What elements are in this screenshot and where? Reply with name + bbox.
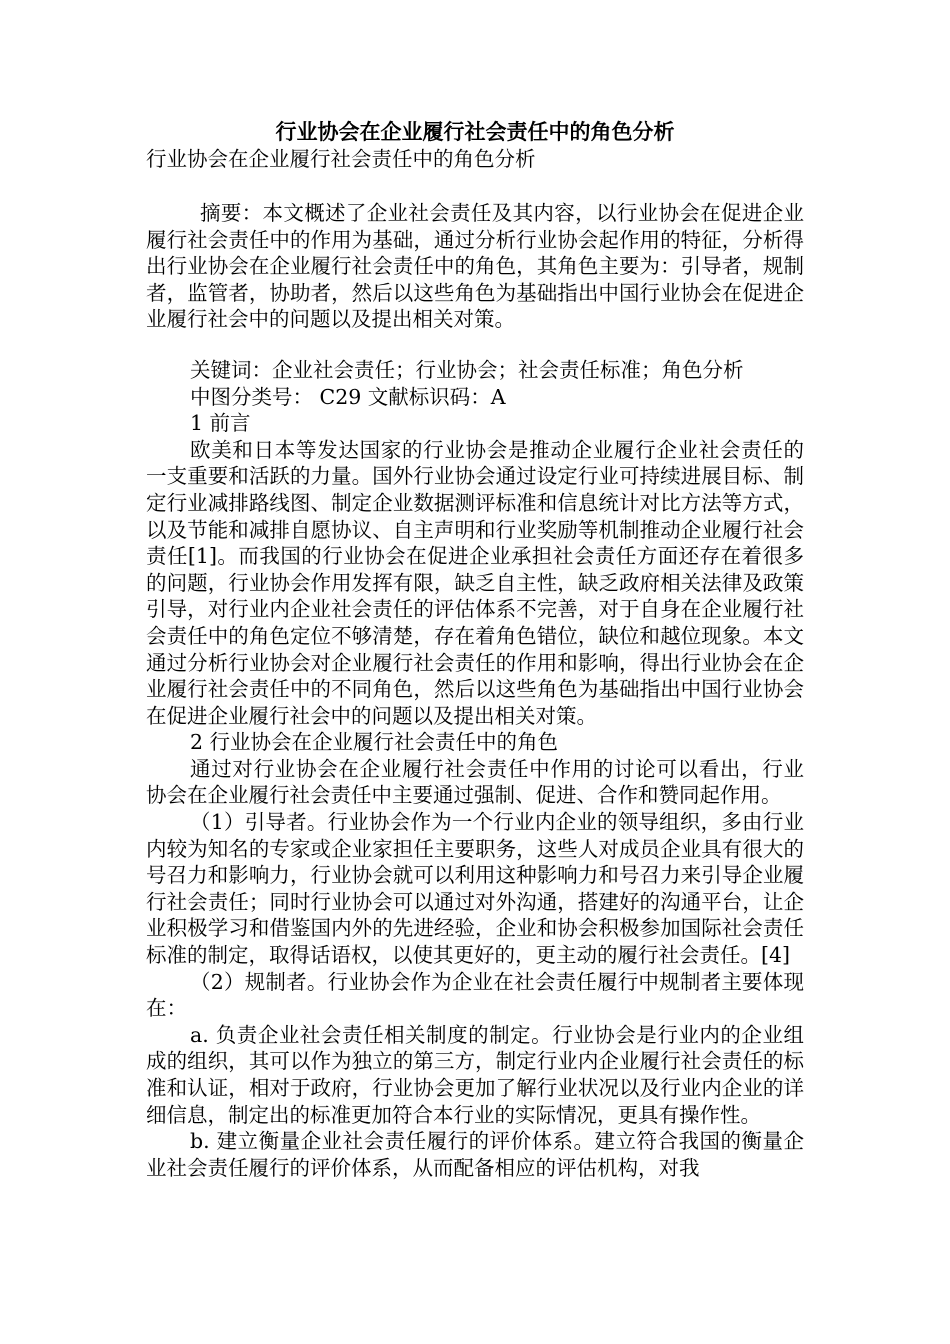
abstract-paragraph: 摘要：本文概述了企业社会责任及其内容，以行业协会在促进企业履行社会责任中的作用为基础，通过分析行业协会起作用的特征，分析得出行业协会在企业履行社会责任中的角色，其角色主要为：引导者，规制者，监管者，协助者，然后以这些角色为基础指出中国行业协会在促进企业履行社会中的问题以及提出相关对策。: [146, 201, 804, 332]
section-2-paragraph: 通过对行业协会在企业履行社会责任中作用的讨论可以看出，行业协会在企业履行社会责任中主要通过强制、促进、合作和赞同起作用。: [146, 756, 804, 808]
role-regulator-paragraph: （2）规制者。行业协会作为企业在社会责任履行中规制者主要体现在：: [146, 969, 804, 1021]
section-2-heading: 2 行业协会在企业履行社会责任中的角色: [190, 730, 559, 755]
item-a-paragraph: a. 负责企业社会责任相关制度的制定。行业协会是行业内的企业组成的组织，其可以作为独立的第三方，制定行业内企业履行社会责任的标准和认证，相对于政府，行业协会更加了解行业状况以及行业内企业的详细信息，制定出的标准更加符合本行业的实际情况，更具有操作性。: [146, 1022, 804, 1127]
section-1-paragraph: 欧美和日本等发达国家的行业协会是推动企业履行企业社会责任的一支重要和活跃的力量。国外行业协会通过设定行业可持续进展目标、制定行业减排路线图、制定企业数据测评标准和信息统计对比方法等方式，以及节能和减排自愿协议、自主声明和行业奖励等机制推动企业履行社会责任[1]。而我国的行业协会在促进企业承担社会责任方面还存在着很多的问题，行业协会作用发挥有限，缺乏自主性，缺乏政府相关法律及政策引导，对行业内企业社会责任的评估体系不完善，对于自身在企业履行社会责任中的角色定位不够清楚，存在着角色错位，缺位和越位现象。本文通过分析行业协会对企业履行社会责任的作用和影响，得出行业协会在企业履行社会责任中的不同角色，然后以这些角色为基础指出中国行业协会在促进企业履行社会中的问题以及提出相关对策。: [146, 437, 804, 728]
document-page: [146, 118, 804, 1181]
section-1-heading: 1 前言: [190, 411, 251, 436]
item-b-paragraph: b. 建立衡量企业社会责任履行的评价体系。建立符合我国的衡量企业社会责任履行的评价体系，从而配备相应的评估机构，对我: [146, 1129, 804, 1180]
role-guide-paragraph: （1）引导者。行业协会作为一个行业内企业的领导组织，多由行业内较为知名的专家或企业家担任主要职务，这些人对成员企业具有很大的号召力和影响力，行业协会就可以利用这种影响力和号召力来引导企业履行社会责任；同时行业协会可以通过对外沟通，搭建好的沟通平台，让企业积极学习和借鉴国内外的先进经验，企业和协会积极参加国际社会责任标准的制定，取得话语权，以使其更好的，更主动的履行社会责任。[4]: [146, 810, 804, 968]
document-subtitle: 行业协会在企业履行社会责任中的角色分析: [146, 147, 536, 171]
keywords-line: 关键词：企业社会责任；行业协会；社会责任标准；角色分析: [190, 357, 744, 382]
document-title: 行业协会在企业履行社会责任中的角色分析: [275, 120, 675, 144]
classification-line: 中图分类号： C29 文献标识码：A: [190, 384, 506, 409]
